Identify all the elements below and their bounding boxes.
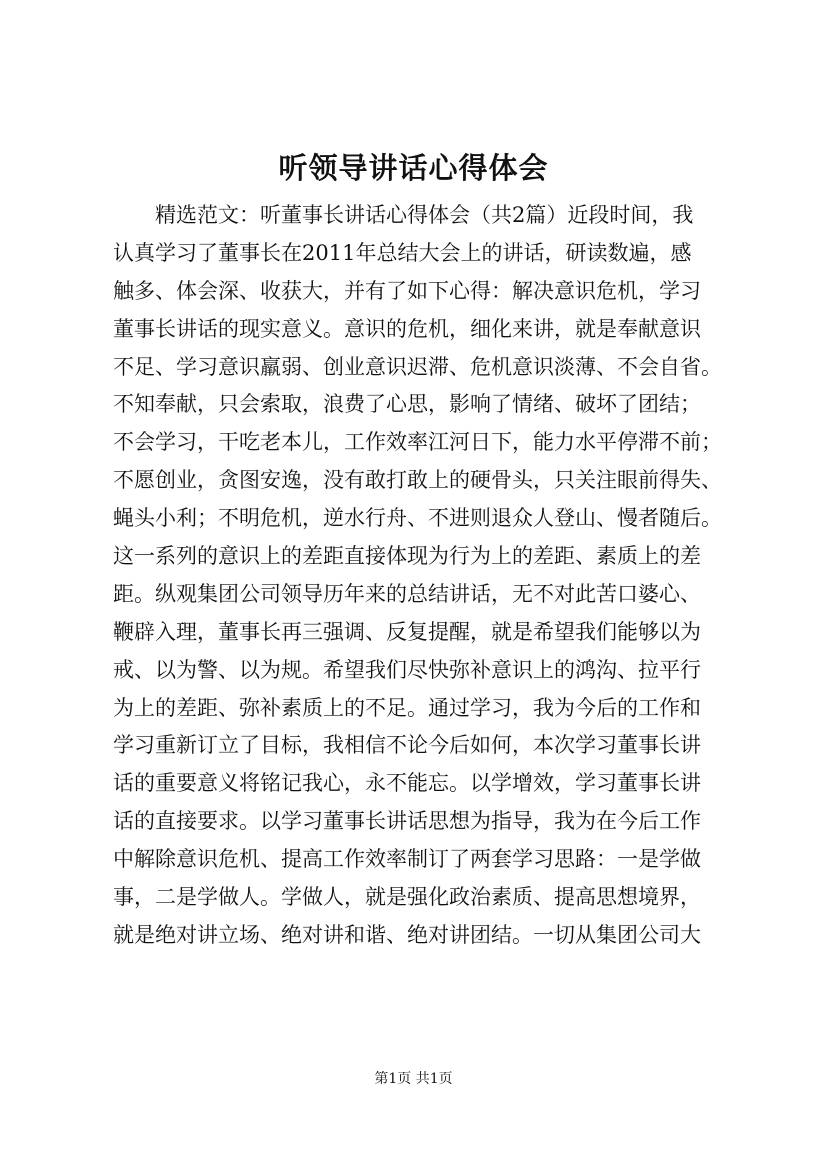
body-line: 触多、体会深、收获大，并有了如下心得：解决意识危机，学习 [113,278,701,303]
body-line: 就是绝对讲立场、绝对讲和谐、绝对讲团结。一切从集团公司大 [113,922,701,947]
body-line: 戒、以为警、以为规。希望我们尽快弥补意识上的鸿沟、拉平行 [113,657,701,682]
body-line: 蝇头小利；不明危机，逆水行舟、不进则退众人登山、慢者随后。 [113,506,722,531]
body-line: 不会学习，干吃老本儿，工作效率江河日下，能力水平停滞不前； [113,430,722,455]
body-line: 话的直接要求。以学习董事长讲话思想为指导，我为在今后工作 [113,809,701,834]
body-line: 不足、学习意识羸弱、创业意识迟滞、危机意识淡薄、不会自省。 [113,354,722,379]
body-line: 为上的差距、弥补素质上的不足。通过学习，我为今后的工作和 [113,695,701,720]
body-line: 距。纵观集团公司领导历年来的总结讲话，无不对此苦口婆心、 [113,581,701,606]
body-line: 董事长讲话的现实意义。意识的危机，细化来讲，就是奉献意识 [113,316,701,341]
body-line: 不知奉献，只会索取，浪费了心思，影响了情绪、破坏了团结； [113,392,701,417]
page-footer: 第1页 共1页 [374,1071,453,1087]
body-line: 这一系列的意识上的差距直接体现为行为上的差距、素质上的差 [113,544,701,569]
body-line: 鞭辟入理，董事长再三强调、反复提醒，就是希望我们能够以为 [113,619,701,644]
body-line: 精选范文：听董事长讲话心得体会（共2篇）近段时间，我 [155,203,694,227]
document-title: 听领导讲话心得体会 [278,151,549,185]
document-body [113,197,723,955]
body-line: 中解除意识危机、提高工作效率制订了两套学习思路：一是学做 [113,847,701,872]
body-line: 认真学习了董事长在2011年总结大会上的讲话，研读数遍，感 [113,240,692,265]
body-line: 不愿创业，贪图安逸，没有敢打敢上的硬骨头，只关注眼前得失、 [113,468,722,493]
body-line: 事，二是学做人。学做人，就是强化政治素质、提高思想境界， [113,885,701,910]
body-line: 学习重新订立了目标，我相信不论今后如何，本次学习董事长讲 [113,733,701,758]
body-line: 话的重要意义将铭记我心，永不能忘。以学增效，学习董事长讲 [113,771,701,796]
